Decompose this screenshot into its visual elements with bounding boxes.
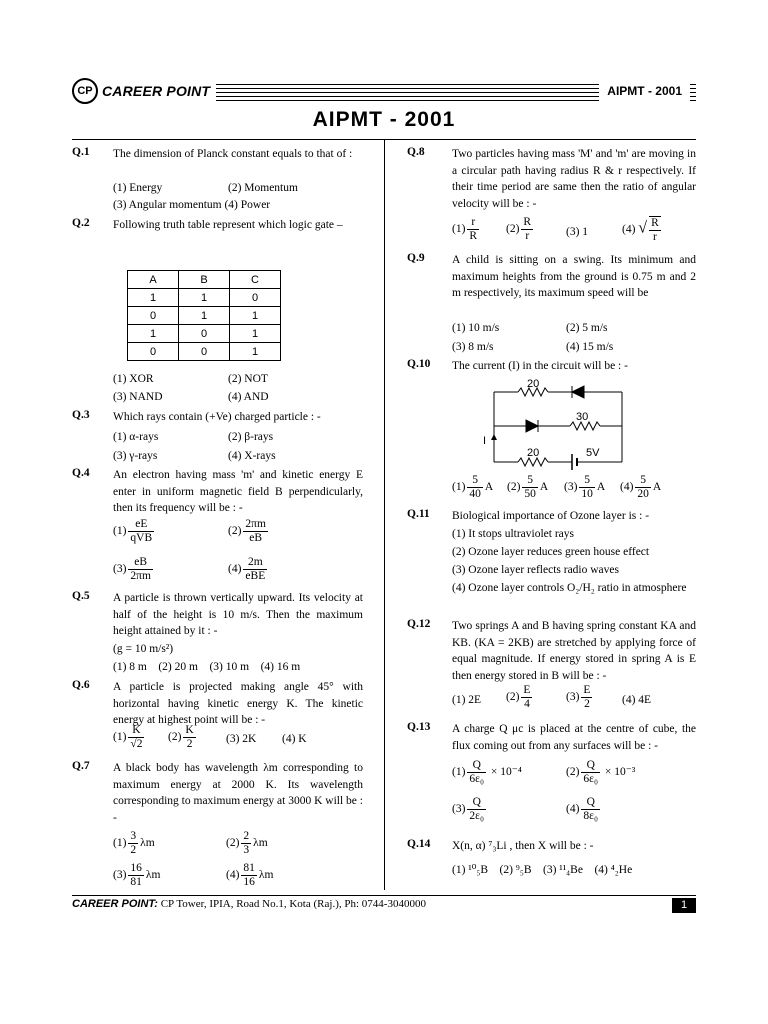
page-number: 1 [672, 898, 696, 913]
fraction: $\frac{Q}{\text{6ε₀}}$ [469, 759, 485, 785]
option: (1) $\frac{eE}{\text{qVB}}$ [113, 518, 153, 544]
question-text: Biological importance of Ozone layer is : - [452, 510, 650, 522]
option: (2) β-rays [228, 431, 274, 443]
option: (3) NAND [113, 391, 163, 403]
question-text: Which rays contain (+Ve) charged particle : - [113, 411, 321, 423]
option: (1) 8 m (2) 20 m (3) 10 m (4) 16 m [113, 661, 301, 673]
circuit-diagram [480, 376, 650, 472]
fraction: $\frac{81}{16}$ [243, 862, 255, 888]
fraction: $\frac{Q}{\text{2ε₀}}$ [469, 796, 485, 822]
option: (4) Ozone layer controls O₂/H₂ ratio in atmosphere [452, 582, 687, 594]
fraction: $\frac{2m}{\text{eBE}}$ [245, 556, 266, 582]
current-label: I [483, 435, 487, 447]
option: (3) $\frac{eB}{2\pi m}$ [113, 556, 151, 582]
option: (4) $\frac{5}{20}$ A [620, 474, 662, 500]
fraction: $\frac{E}{2}$ [583, 684, 591, 710]
column-divider [384, 140, 385, 890]
resistor-label: 20 [527, 378, 540, 390]
fraction: $\frac{K}{2}$ [185, 724, 194, 750]
question-number: Q.6 [72, 679, 90, 691]
header-tag: AIPMT - 2001 [599, 79, 690, 103]
option: (1) XOR [113, 373, 154, 385]
question-text: A charge Q μc is placed at the centre of cube, the flux coming out from any surfaces will be : - [452, 723, 696, 752]
fraction: $\frac{Q}{\text{6ε₀}}$ [583, 759, 599, 785]
table-cell: 1 [128, 289, 179, 307]
option: (3) Angular momentum (4) Power [113, 199, 271, 211]
option: (4) AND [228, 391, 269, 403]
logo-text: CAREER POINT [102, 83, 211, 99]
option: (2) NOT [228, 373, 268, 385]
question-text: Following truth table represent which logic gate – [113, 219, 343, 231]
option: (2) $\frac{2\pi m}{eB}$ [228, 518, 266, 544]
option: (2) $\frac{E}{4}$ [506, 684, 531, 710]
option: (4) √ $\frac{R}{r}$ [622, 217, 659, 243]
question-number: Q.10 [407, 358, 431, 370]
fraction: $\frac{Q}{\text{8ε₀}}$ [583, 796, 599, 822]
option: (1) 10 m/s [452, 322, 500, 334]
table-cell: 1 [230, 343, 281, 361]
option: (3) $\frac{Q}{\text{2ε₀}}$ [452, 796, 485, 822]
option: (3) 2K [226, 733, 257, 745]
battery-label: 5V [586, 447, 600, 459]
question-number: Q.11 [407, 508, 430, 520]
question-number: Q.13 [407, 721, 431, 733]
option: (4) $\frac{81}{16}$ λm [226, 862, 274, 888]
question-number: Q.1 [72, 146, 90, 158]
question-text: A child is sitting on a swing. Its minimum and maximum heights from the ground is 0.75 m and 2 m respectively, its maximum speed will be [452, 254, 696, 299]
question-number: Q.2 [72, 217, 90, 229]
truth-table [127, 270, 281, 361]
fraction: $\frac{5}{50}$ [524, 474, 536, 500]
question-number: Q.14 [407, 838, 431, 850]
option: (4) $\frac{2m}{\text{eBE}}$ [228, 556, 266, 582]
option: (2) 5 m/s [566, 322, 608, 334]
table-cell: 0 [230, 289, 281, 307]
option: (2) Ozone layer reduces green house effect [452, 546, 650, 558]
question-number: Q.5 [72, 590, 90, 602]
fraction: $\frac{K}{√2}$ [130, 724, 143, 750]
option: (2) $\frac{K}{2}$ [168, 724, 194, 750]
fraction: $\frac{16}{81}$ [130, 862, 142, 888]
option: (3) $\frac{16}{81}$ λm [113, 862, 161, 888]
question-text: Two springs A and B having spring constant KA and KB. (KA = 2KB) are stretched by applying force of equal magnitude. If energy stored in spring A is E then energy stored in B will be : - [452, 620, 696, 682]
option: (4) X-rays [228, 450, 276, 462]
option: (2) $\frac{5}{50}$ A [507, 474, 549, 500]
page-title: AIPMT - 2001 [312, 108, 456, 131]
option: (1) α-rays [113, 431, 159, 443]
question-number: Q.7 [72, 760, 90, 772]
option: (1) ¹⁰₅B (2) ⁹₅B (3) ¹¹₄Be (4) ⁴₂He [452, 864, 633, 876]
fraction: $\frac{eB}{2\pi m}$ [130, 556, 151, 582]
resistor-label: 20 [527, 447, 540, 459]
question-text: X(n, α) ⁷₃Li , then X will be : - [452, 840, 594, 852]
table-cell: 1 [179, 307, 230, 325]
gravity-note: (g = 10 m/s²) [113, 643, 174, 655]
fraction: $\frac{2}{3}$ [243, 830, 250, 856]
question-number: Q.4 [72, 467, 90, 479]
option: (4) 15 m/s [566, 341, 614, 353]
footer-address [72, 898, 426, 910]
option: (2) $\frac{2}{3}$ λm [226, 830, 268, 856]
option: (3) γ-rays [113, 450, 158, 462]
option: (3) 1 [566, 226, 589, 238]
fraction: $\frac{R}{r}$ [651, 217, 659, 243]
question-text: The dimension of Planck constant equals to that of : [113, 148, 353, 160]
option: (1) 2E [452, 694, 482, 706]
option: (2) $\frac{R}{r}$ [506, 216, 532, 242]
question-text: Two particles having mass 'M' and 'm' are moving in a circular path having radius R & r respectively. If their time period are same then the ratio of angular velocity will be : - [452, 148, 696, 210]
question-text: The current (I) in the circuit will be : - [452, 360, 628, 372]
logo-mark-icon: CP [72, 78, 98, 104]
option: (3) $\frac{E}{2}$ [566, 684, 591, 710]
option: (3) 8 m/s [452, 341, 494, 353]
option: (1) $\frac{3}{2}$ λm [113, 830, 155, 856]
option: (4) K [282, 733, 307, 745]
option: (4) 4E [622, 694, 652, 706]
table-row [128, 343, 281, 361]
fraction: $\frac{5}{20}$ [637, 474, 649, 500]
question-text: A black body has wavelength λm corresponding to maximum energy at 2000 K. Its wavelength corresponding to maximum energy at 3000 K will be : - [113, 762, 363, 824]
option: (4) $\frac{Q}{\text{8ε₀}}$ [566, 796, 599, 822]
fraction: $\frac{E}{4}$ [523, 684, 531, 710]
table-cell: 1 [179, 289, 230, 307]
question-text: A particle is projected making angle 45° with horizontal having kinetic energy K. The kinetic energy at highest point will be : - [113, 681, 363, 726]
fraction: $\frac{5}{10}$ [581, 474, 593, 500]
footer-brand: CAREER POINT: [72, 898, 158, 910]
fraction: $\frac{2\pi m}{eB}$ [245, 518, 266, 544]
footer-text: CP Tower, IPIA, Road No.1, Kota (Raj.), Ph: 0744-3040000 [157, 898, 426, 910]
table-row [128, 289, 281, 307]
option: (2) $\frac{Q}{\text{6ε₀}}$ × 10⁻³ [566, 759, 636, 785]
option: (1) $\frac{K}{√2}$ [113, 724, 143, 750]
table-cell: A [128, 271, 179, 289]
table-row [128, 325, 281, 343]
option: (3) Ozone layer reflects radio waves [452, 564, 619, 576]
fraction: $\frac{eE}{\text{qVB}}$ [130, 518, 153, 544]
fraction: $\frac{r}{R}$ [469, 216, 478, 242]
option: (3) $\frac{5}{10}$ A [564, 474, 606, 500]
option: (1) $\frac{r}{R}$ [452, 216, 478, 242]
question-number: Q.9 [407, 252, 425, 264]
fraction: $\frac{5}{40}$ [469, 474, 481, 500]
table-cell: 0 [179, 325, 230, 343]
table-cell: 0 [179, 343, 230, 361]
table-row [128, 307, 281, 325]
table-cell: 0 [128, 343, 179, 361]
table-cell: 1 [230, 325, 281, 343]
fraction: $\frac{R}{r}$ [523, 216, 532, 242]
table-cell: 0 [128, 307, 179, 325]
question-number: Q.12 [407, 618, 431, 630]
resistor-label: 30 [576, 411, 589, 423]
table-row [128, 271, 281, 289]
option: (1) $\frac{5}{40}$ A [452, 474, 494, 500]
option: (1) Energy [113, 182, 163, 194]
table-cell: B [179, 271, 230, 289]
option: (2) Momentum [228, 182, 298, 194]
option: (1) It stops ultraviolet rays [452, 528, 575, 540]
footer-rule [72, 895, 696, 896]
career-point-logo [72, 77, 216, 105]
question-text: An electron having mass 'm' and kinetic energy E enter in uniform magnetic field B perpendicularly, then its frequency will be : - [113, 469, 363, 514]
fraction: $\frac{3}{2}$ [130, 830, 137, 856]
table-cell: 1 [128, 325, 179, 343]
question-text: A particle is thrown vertically upward. Its velocity at half of the height is 10 m/s. Then the maximum height attained by it : - [113, 592, 363, 637]
table-cell: 1 [230, 307, 281, 325]
option: (1) $\frac{Q}{\text{6ε₀}}$ × 10⁻⁴ [452, 759, 522, 785]
table-cell: C [230, 271, 281, 289]
question-number: Q.3 [72, 409, 90, 421]
question-number: Q.8 [407, 146, 425, 158]
